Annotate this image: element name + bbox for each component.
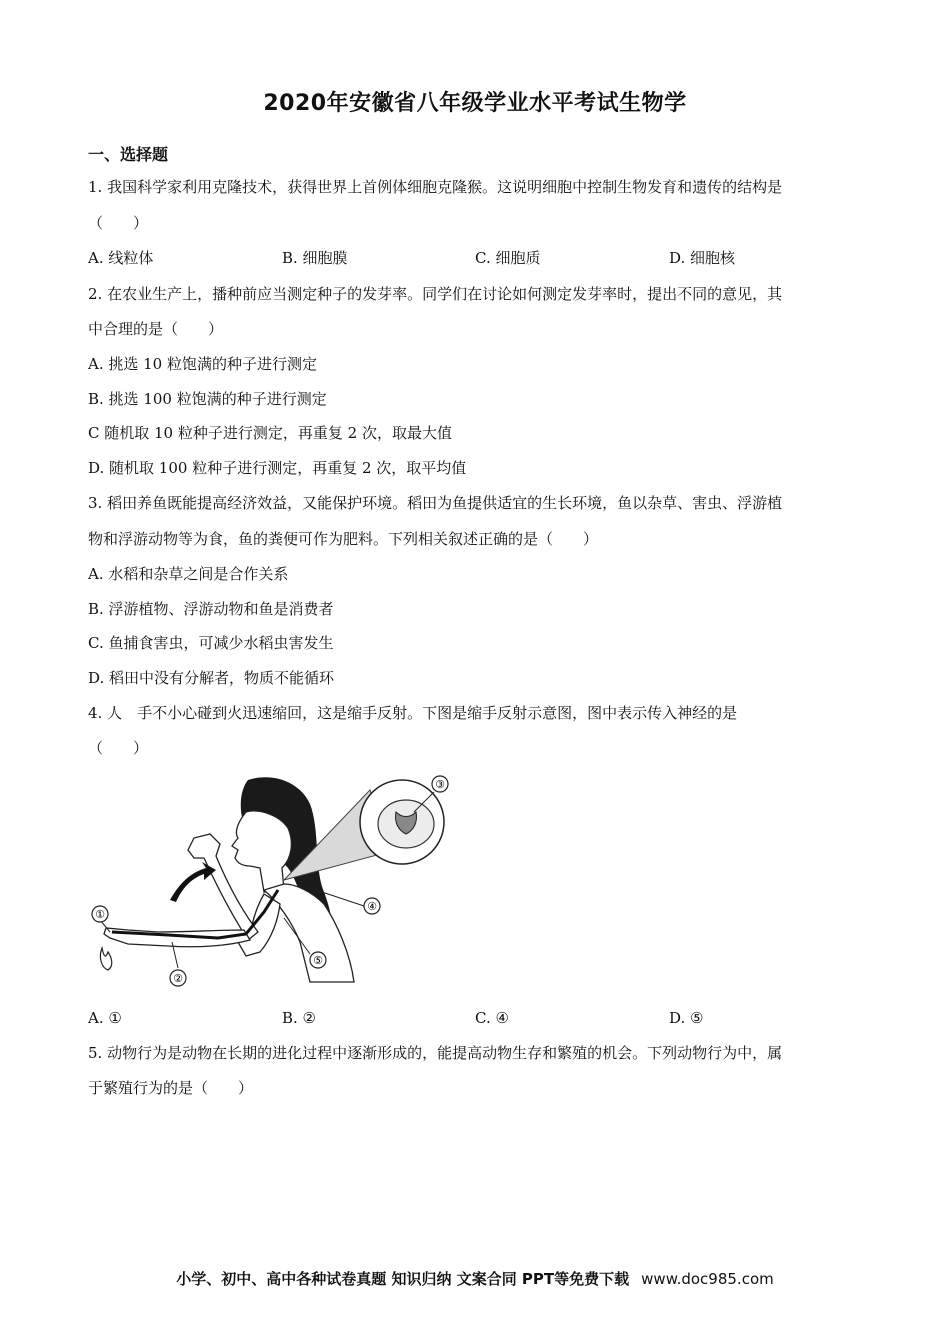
question-3-option-b: B. 浮游植物、浮游动物和鱼是消费者 (88, 600, 334, 618)
question-4-option-d: D. ⑤ (669, 1009, 704, 1027)
label-2: ② (173, 972, 183, 985)
question-2-line-2: 中合理的是（ ） (88, 320, 224, 338)
label-5: ⑤ (313, 954, 323, 967)
question-2-option-b: B. 挑选 100 粒饱满的种子进行测定 (88, 390, 327, 408)
question-4-line-1: 4. 人 手不小心碰到火迅速缩回，这是缩手反射。下图是缩手反射示意图，图中表示传入神经的是 (88, 704, 738, 722)
question-5-line-2: 于繁殖行为的是（ ） (88, 1079, 254, 1097)
question-4-option-a: A. ① (88, 1009, 122, 1027)
label-3: ③ (435, 778, 445, 791)
question-1-option-d: D. 细胞核 (669, 249, 736, 267)
question-3-line-1: 3. 稻田养鱼既能提高经济效益，又能保护环境。稻田为鱼提供适宜的生长环境，鱼以杂草、害虫、浮游植 (88, 494, 783, 512)
label-4: ④ (367, 900, 377, 913)
reflex-arc-figure (88, 772, 468, 994)
section-heading: 一、选择题 (88, 145, 169, 164)
question-3-option-a: A. 水稻和杂草之间是合作关系 (88, 565, 289, 583)
label-1: ① (95, 908, 105, 921)
question-5-line-1: 5. 动物行为是动物在长期的进化过程中逐渐形成的，能提高动物生存和繁殖的机会。下列动物行为中，属 (88, 1044, 783, 1062)
face-shape (232, 811, 291, 892)
question-2-line-1: 2. 在农业生产上，播种前应当测定种子的发芽率。同学们在讨论如何测定发芽率时，提出不同的意见，其 (88, 285, 783, 303)
question-1-option-c: C. 细胞质 (475, 249, 541, 267)
page-title: 2020年安徽省八年级学业水平考试生物学 (263, 91, 687, 116)
page-footer (0, 1268, 950, 1289)
movement-arrow-icon (170, 862, 216, 902)
question-4-option-b: B. ② (282, 1009, 317, 1027)
question-4-line-2: （ ） (88, 739, 149, 757)
flame-icon (100, 948, 111, 970)
footer-text: 小学、初中、高中各种试卷真题 知识归纳 文案合同 PPT等免费下载 (176, 1270, 630, 1288)
footer-url-link[interactable]: www.doc985.com (641, 1270, 774, 1288)
question-3-line-2: 物和浮游动物等为食，鱼的粪便可作为肥料。下列相关叙述正确的是（ ） (88, 530, 599, 548)
question-2-option-d: D. 随机取 100 粒种子进行测定，再重复 2 次，取平均值 (88, 459, 467, 477)
question-3-option-d: D. 稻田中没有分解者，物质不能循环 (88, 669, 335, 687)
question-1-option-b: B. 细胞膜 (282, 249, 348, 267)
torso-shape (264, 884, 354, 982)
question-1-line-2: （ ） (88, 214, 149, 232)
question-2-option-a: A. 挑选 10 粒饱满的种子进行测定 (88, 355, 317, 373)
question-4-option-c: C. ④ (475, 1009, 509, 1027)
question-1-line-1: 1. 我国科学家利用克隆技术，获得世界上首例体细胞克隆猴。这说明细胞中控制生物发育和遗传的结构是 (88, 178, 783, 196)
question-1-option-a: A. 线粒体 (88, 249, 154, 267)
question-2-option-c: C 随机取 10 粒种子进行测定，再重复 2 次，取最大值 (88, 424, 452, 442)
question-3-option-c: C. 鱼捕食害虫，可减少水稻虫害发生 (88, 634, 334, 652)
